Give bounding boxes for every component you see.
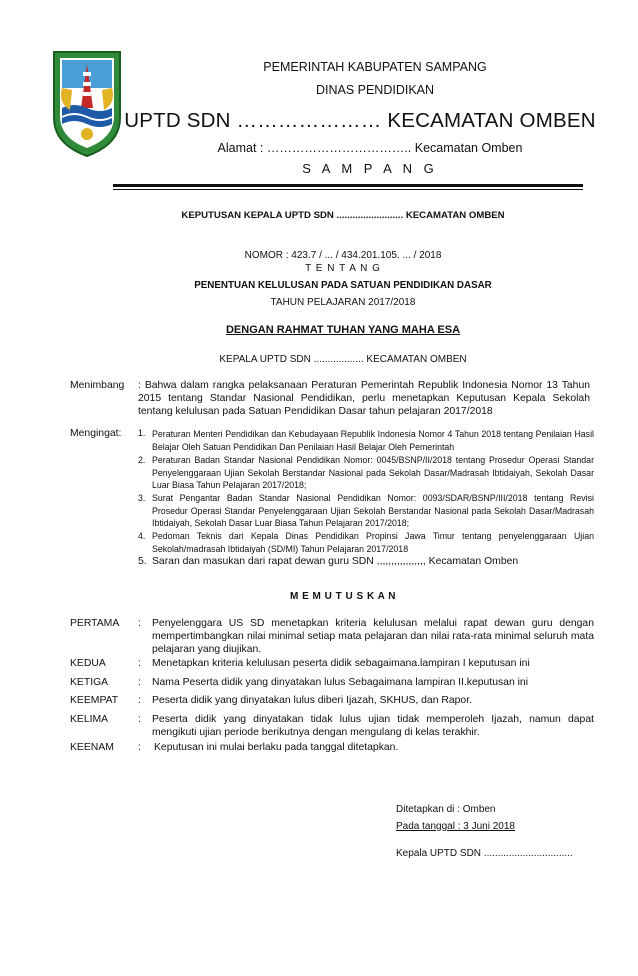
decides-heading: M E M U T U S K A N <box>290 591 396 602</box>
recalling-num-3: 3. <box>138 493 146 503</box>
decision-text-2: Menetapkan kriteria kelulusan peserta didik sebagaimana.lampiran I keputusan ini <box>152 658 530 669</box>
recalling-item-3: Surat Pengantar Badan Standar Nasional Pendidikan Nomor: 0093/SDAR/BSNP/III/2018 tentang Revisi Prosedur Operasi Standar Penyelenggaraan Ujian Sekolah Berstandar Nasional pada Sekolah Dasar/Madrasah Ibtidaiyah, Sekolah Dasar Luar Biasa Tahun Pelajaran 2017/2018; <box>152 493 594 528</box>
decision-colon-3: : <box>138 677 141 688</box>
invocation: DENGAN RAHMAT TUHAN YANG MAHA ESA <box>225 324 461 336</box>
header-government: PEMERINTAH KABUPATEN SAMPANG <box>263 60 487 74</box>
decree-number: NOMOR : 423.7 / ... / 434.201.105. ... / 2018 <box>244 250 442 261</box>
decision-colon-6: : <box>138 742 141 753</box>
recalling-num-2: 2. <box>138 455 146 465</box>
decision-colon-5: : <box>138 714 141 725</box>
considering-label: Menimbang <box>70 380 125 391</box>
decree-academic-year: TAHUN PELAJARAN 2017/2018 <box>270 297 416 308</box>
recalling-num-5: 5. <box>138 556 147 567</box>
header-city: S A M P A N G <box>302 161 438 176</box>
decision-label-3: KETIGA <box>70 677 109 688</box>
decision-label-5: KELIMA <box>70 714 109 725</box>
recalling-num-1: 1. <box>138 428 146 438</box>
decision-label-1: PERTAMA <box>70 618 120 629</box>
recalling-item-1: Peraturan Menteri Pendidikan dan Kebudayaan Republik Indonesia Nomor 4 Tahun 2018 tentang Penilaian Hasil Belajar Oleh Satuan Pendidikan Dan Penilaian Hasil Belajar Oleh Pemerintah <box>152 429 594 452</box>
header-divider-thin <box>113 189 583 190</box>
header-address: Alamat : …………………………….. Kecamatan Omben <box>217 141 523 155</box>
decision-text-5: Peserta didik yang dinyatakan tidak lulus ujian tidak memperoleh Ijazah, namun dapat mengikuti ujian periode berikutnya dengan mengulang di kelas terakhir. <box>152 714 594 738</box>
header-school-name: UPTD SDN ………………… KECAMATAN OMBEN <box>124 109 596 132</box>
recalling-item-2: Peraturan Badan Standar Nasional Pendidikan Nomor: 0045/BSNP/II/2018 tentang Prosedur Operasi Standar Penyelenggaraan Ujian Sekolah Berstandar Nasional pada Sekolah Dasar/Madrasah Ibtidaiyah, Sekolah Dasar Luar Biasa Tahun Pelajaran 2017/2018; <box>152 455 594 490</box>
decision-colon-2: : <box>138 658 141 669</box>
district-emblem-logo <box>48 48 126 160</box>
decree-subject: PENENTUAN KELULUSAN PADA SATUAN PENDIDIKAN DASAR <box>194 280 492 291</box>
decree-about-label: T E N T A N G <box>305 263 381 274</box>
decision-text-1: Penyelenggara US SD menetapkan kriteria kelulusan melalui rapat dewan guru dengan mempertimbangkan nilai minimal setiap mata pelajaran dan nilai rata-rata minimal seluruh mata pelajaran yang diujikan. <box>152 618 594 655</box>
header-divider-thick <box>113 184 583 187</box>
enacted-date: Pada tanggal : 3 Juni 2018 <box>396 821 515 832</box>
recalling-item-4: Pedoman Teknis dari Kepala Dinas Pendidikan Propinsi Jawa Timur tentang penyelenggaraan Ujian Sekolah/madrasah Ibtidaiyah (SD/MI) Tahun Pelajaran 2017/2018 <box>152 531 594 554</box>
signatory-title: Kepala UPTD SDN ................................ <box>396 848 573 859</box>
decision-text-3: Nama Peserta didik yang dinyatakan lulus Sebagaimana lampiran II.keputusan ini <box>152 677 529 688</box>
decision-label-6: KEENAM <box>70 742 114 753</box>
decision-text-6: Keputusan ini mulai berlaku pada tanggal ditetapkan. <box>154 742 399 753</box>
recalling-item-5: Saran dan masukan dari rapat dewan guru SDN ,,,,,,,,,,,,,,,,, Kecamatan Omben <box>152 556 519 567</box>
decision-colon-4: : <box>138 695 141 706</box>
decision-label-4: KEEMPAT <box>70 695 119 706</box>
enacted-place: Ditetapkan di : Omben <box>396 804 496 815</box>
decision-text-4: Peserta didik yang dinyatakan lulus diberi Ijazah, SKHUS, dan Rapor. <box>152 695 472 706</box>
school-head-title: KEPALA UPTD SDN .................. KECAMATAN OMBEN <box>219 354 467 365</box>
recalling-num-4: 4. <box>138 531 146 541</box>
recalling-label: Mengingat: <box>70 428 122 439</box>
decision-label-2: KEDUA <box>70 658 106 669</box>
decision-colon-1: : <box>138 618 141 629</box>
header-department: DINAS PENDIDIKAN <box>315 83 435 97</box>
considering-text: : Bahwa dalam rangka pelaksanaan Peraturan Pemerintah Republik Indonesia Nomor 13 Tahun 2015 tentang Standar Nasional Pendidikan, perlu menetapkan Keputusan Kepala Sekolah tentang kelulusan pada Satuan Pendidikan Dasar tahun pelajaran 2017/2018 <box>138 380 590 417</box>
decree-title: KEPUTUSAN KEPALA UPTD SDN ......................... KECAMATAN OMBEN <box>181 210 505 221</box>
